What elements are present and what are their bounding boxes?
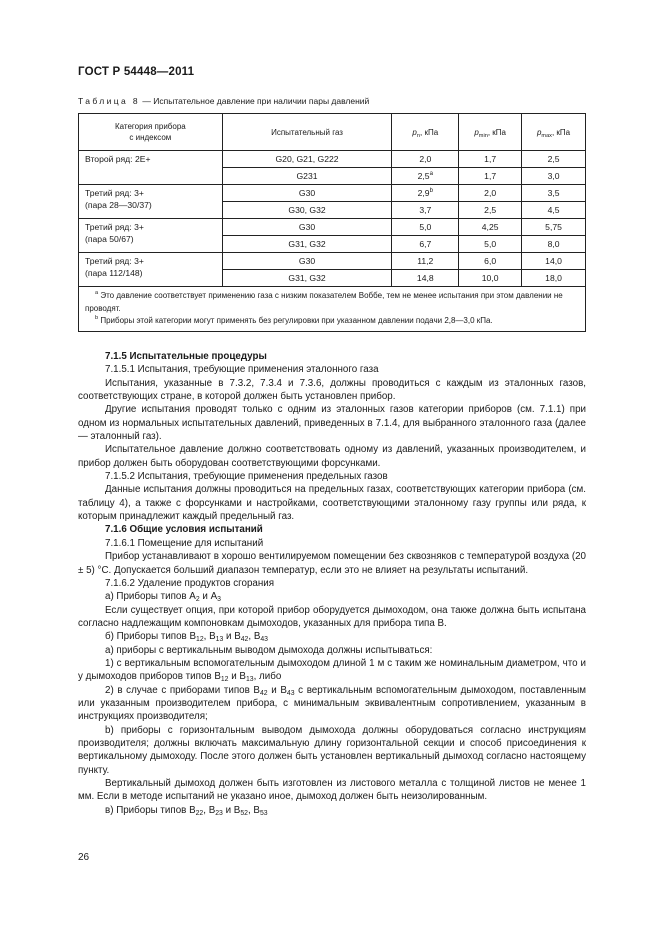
paragraph: Другие испытания проводят только с одним из эталонных газов категории приборов (см. 7.1.1) при одном из нормальных испытательных давлений, приведенных в 7.1.4, для выбранного эталонного газа (далее — эталонный газ). (78, 404, 586, 443)
section-heading: 7.1.5 Испытательные процедуры (105, 351, 267, 362)
pn-cell: $2,5^а$ (392, 168, 459, 185)
gas-cell: G31, G32 (222, 236, 392, 253)
pmin-cell: 5,0 (459, 236, 522, 253)
table-header-row (79, 114, 586, 151)
section-heading: 7.1.6 Общие условия испытаний (105, 524, 263, 536)
table-row (79, 253, 586, 270)
gas-cell: G20, G21, G222 (222, 151, 392, 168)
paragraph: Испытания, указанные в 7.3.2, 7.3.4 и 7.3.6, должны проводиться с каждым из эталонных газов, соответствующих стране, в которой должен быть установлен прибор. (78, 377, 586, 403)
gas-cell: G30, G32 (222, 202, 392, 219)
document-header: ГОСТ Р 54448—2011 (78, 66, 195, 78)
pmax-cell: 4,5 (522, 202, 586, 219)
pmin-cell: 2,5 (459, 202, 522, 219)
pmax-cell: 8,0 (522, 236, 586, 253)
table-note: $^а$ Это давление соответствует применению газа с низким показателем Воббе, тем не менее испытания при этом давлении не проводят. (85, 290, 563, 313)
pn-cell: 14,8 (392, 270, 459, 287)
category-cell: Третий ряд: 3+ (пара 28—30/37) (79, 185, 223, 219)
pmax-cell: 3,0 (522, 168, 586, 185)
page-number: 26 (78, 852, 90, 863)
paragraph: Прибор устанавливают в хорошо вентилируемом помещении без сквозняков с температурой воздуха (20 ± 5) °С. Допускается больший диапазон температур, если это не влияет на результаты испытаний. (78, 551, 586, 576)
gas-cell: G30 (222, 219, 392, 236)
table-caption-prefix: Таблица 8 (78, 96, 141, 106)
pmax-cell: 2,5 (522, 151, 586, 168)
pn-cell: 6,7 (392, 236, 459, 253)
subsection-heading: 7.1.6.1 Помещение для испытаний (105, 537, 264, 549)
pmax-cell: 3,5 (522, 185, 586, 202)
paragraph: b) приборы с горизонтальным выводом дымохода должны оборудоваться согласно инструкциям производителя; должны включать максимальную длину горизонтальной секции и способ присоединения к вертикальному дымоходу. После этого должен быть установлен вертикальный дымоход согласно настоящему пункту. (78, 724, 586, 776)
gas-cell: G31, G32 (222, 270, 392, 287)
table-row (79, 219, 586, 236)
pmin-cell: 1,7 (459, 151, 522, 168)
gas-cell: G30 (222, 253, 392, 270)
gas-cell: G30 (222, 185, 392, 202)
table-row (79, 185, 586, 202)
paragraph: Вертикальный дымоход должен быть изготовлен из листового металла с толщиной листов не менее 1 мм. Если в методе испытаний не указано иное, дымоход должен быть неизолированным. (78, 778, 586, 803)
pmax-cell: 14,0 (522, 253, 586, 270)
category-cell: Третий ряд: 3+ (пара 112/148) (79, 253, 223, 287)
table-note: $^b$ Приборы этой категории могут применять без регулировки при указанном давлении подачи 2,8—3,0 кПа. (95, 315, 493, 325)
header-pmin: $p_{min}$, кПа (459, 114, 522, 151)
header-category: Категория прибора с индексом (79, 114, 223, 151)
pn-cell: 5,0 (392, 219, 459, 236)
pn-cell: 2,0 (392, 151, 459, 168)
table-caption (78, 96, 369, 106)
list-item-heading: а) Приборы типов $A_2$ и $A_3$ (105, 591, 221, 604)
header-gas: Испытательный газ (222, 114, 392, 151)
category-cell: Второй ряд: 2Е+ (79, 151, 223, 185)
pmin-cell: 10,0 (459, 270, 522, 287)
table-notes (79, 287, 586, 332)
paragraph: Данные испытания должны проводиться на предельных газах, соответствующих категории прибора (см. таблицу 4), а также с форсунками и настройками, соответствующими эталонному газу группы или ряда, к которым принадлежит каждый предельный газ. (78, 484, 586, 523)
list-item-heading: б) Приборы типов $B_{12}$, $B_{13}$ и $B_{42}$, $B_{43}$ (105, 631, 268, 644)
pmin-cell: 1,7 (459, 168, 522, 185)
pmin-cell: 6,0 (459, 253, 522, 270)
pmin-cell: 4,25 (459, 219, 522, 236)
pn-cell: 2,9$^b$ (392, 185, 459, 202)
pmax-cell: 5,75 (522, 219, 586, 236)
pmin-cell: 2,0 (459, 185, 522, 202)
paragraph: Если существует опция, при которой прибор оборудуется дымоходом, она также должна быть испытана согласно надлежащим компоновкам дымоходов, указанных для прибора типа B. (78, 604, 586, 629)
table-row (79, 151, 586, 168)
list-item-heading: в) Приборы типов $B_{22}$, $B_{23}$ и $B_{52}$, $B_{53}$ (105, 804, 268, 817)
pressure-table (78, 113, 586, 332)
category-cell: Третий ряд: 3+ (пара 50/67) (79, 219, 223, 253)
subsection-heading: 7.1.5.1 Испытания, требующие применения эталонного газа (105, 364, 379, 376)
body-text (78, 350, 586, 817)
header-pmax: $p_{max}$, кПа (522, 114, 586, 151)
table-caption-text: — Испытательное давление при наличии пары давлений (140, 96, 370, 106)
pn-cell: 11,2 (392, 253, 459, 270)
table-notes-row (79, 287, 586, 332)
subsection-heading: 7.1.5.2 Испытания, требующие применения предельных газов (105, 471, 388, 483)
pmax-cell: 18,0 (522, 270, 586, 287)
paragraph: Испытательное давление должно соответствовать одному из давлений, указанных производителем, и прибор должен быть оборудован соответствующими форсунками. (78, 444, 586, 469)
paragraph: 2) в случае с приборами типов $B_{42}$ и $B_{43}$ с вертикальным вспомогательным дымоходом, поставленным или указанным производителем прибора, с минимальным эквивалентным сопротивлением, указанным в инструкциях производителя; (78, 684, 587, 723)
header-pn: $p_n$, кПа (392, 114, 459, 151)
subsection-heading: 7.1.6.2 Удаление продуктов сгорания (105, 577, 275, 589)
paragraph: 1) с вертикальным вспомогательным дымоходом длиной 1 м с таким же номинальным диаметром, что и у дымоходов приборов типов $B_{12}$ и $B_{13}$, либо (78, 657, 586, 684)
paragraph: а) приборы с вертикальным выводом дымохода должны испытываться: (105, 644, 433, 656)
gas-cell: G231 (222, 168, 392, 185)
pn-cell: 3,7 (392, 202, 459, 219)
